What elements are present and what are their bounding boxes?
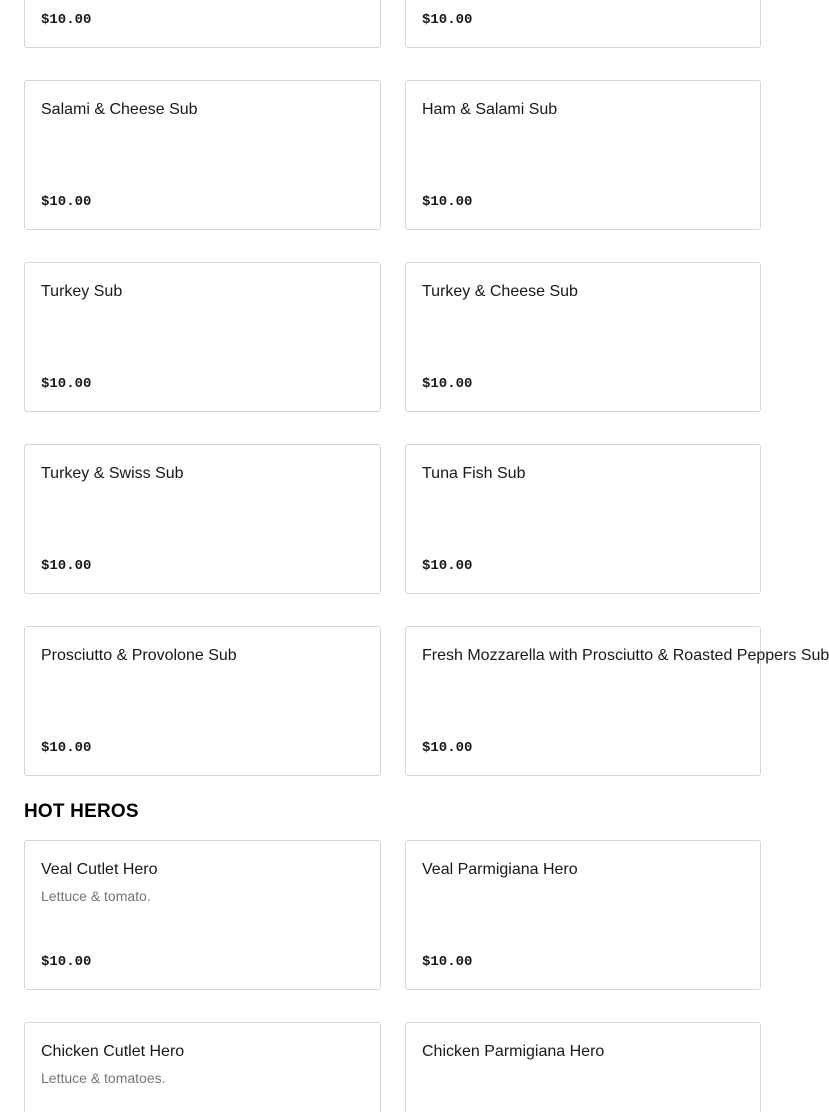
menu-item-card[interactable]	[405, 1022, 761, 1112]
menu-item-card[interactable]	[24, 0, 381, 48]
menu-item-card[interactable]	[24, 840, 381, 990]
menu-item-name: Chicken Cutlet Hero	[41, 1043, 185, 1060]
section-title-hot-heros: HOT HEROS	[24, 801, 139, 822]
menu-item-card[interactable]	[24, 626, 381, 776]
menu-item-price: $10.00	[422, 194, 473, 210]
menu-item-price: $10.00	[41, 558, 92, 574]
menu-item-name: Prosciutto & Provolone Sub	[41, 647, 237, 664]
menu-item-card[interactable]	[24, 262, 381, 412]
menu-item-price: $10.00	[422, 558, 473, 574]
menu-item-card[interactable]	[405, 626, 829, 776]
menu-item-card[interactable]	[405, 0, 761, 48]
menu-item-card[interactable]	[405, 262, 761, 412]
menu-item-name: Fresh Mozzarella with Prosciutto & Roasted Peppers Sub	[422, 647, 829, 664]
menu-item-price: $10.00	[41, 194, 92, 210]
menu-item-name: Salami & Cheese Sub	[41, 101, 198, 118]
menu-item-name: Turkey Sub	[41, 283, 123, 300]
menu-item-name: Chicken Parmigiana Hero	[422, 1043, 605, 1060]
menu-item-name: Turkey & Cheese Sub	[422, 283, 578, 300]
menu-item-card[interactable]	[24, 1022, 381, 1112]
menu-item-card[interactable]	[24, 444, 381, 594]
menu-item-price: $10.00	[422, 740, 473, 756]
menu-item-price: $10.00	[422, 954, 473, 970]
menu-item-price: $10.00	[41, 376, 92, 392]
menu-item-price: $10.00	[422, 12, 473, 28]
menu-item-card[interactable]	[405, 840, 761, 990]
menu-item-name: Tuna Fish Sub	[422, 465, 526, 482]
menu-item-description: Lettuce & tomatoes.	[41, 1070, 166, 1086]
menu-item-price: $10.00	[41, 12, 92, 28]
menu-item-card[interactable]	[405, 444, 761, 594]
menu-item-card[interactable]	[405, 80, 761, 230]
menu-item-name: Veal Parmigiana Hero	[422, 861, 578, 878]
menu-item-price: $10.00	[41, 954, 92, 970]
menu-item-name: Veal Cutlet Hero	[41, 861, 158, 878]
menu-item-card[interactable]	[24, 80, 381, 230]
menu-item-price: $10.00	[41, 740, 92, 756]
menu-item-description: Lettuce & tomato.	[41, 888, 151, 904]
menu-item-price: $10.00	[422, 376, 473, 392]
menu-item-name: Ham & Salami Sub	[422, 101, 558, 118]
menu-item-name: Turkey & Swiss Sub	[41, 465, 184, 482]
